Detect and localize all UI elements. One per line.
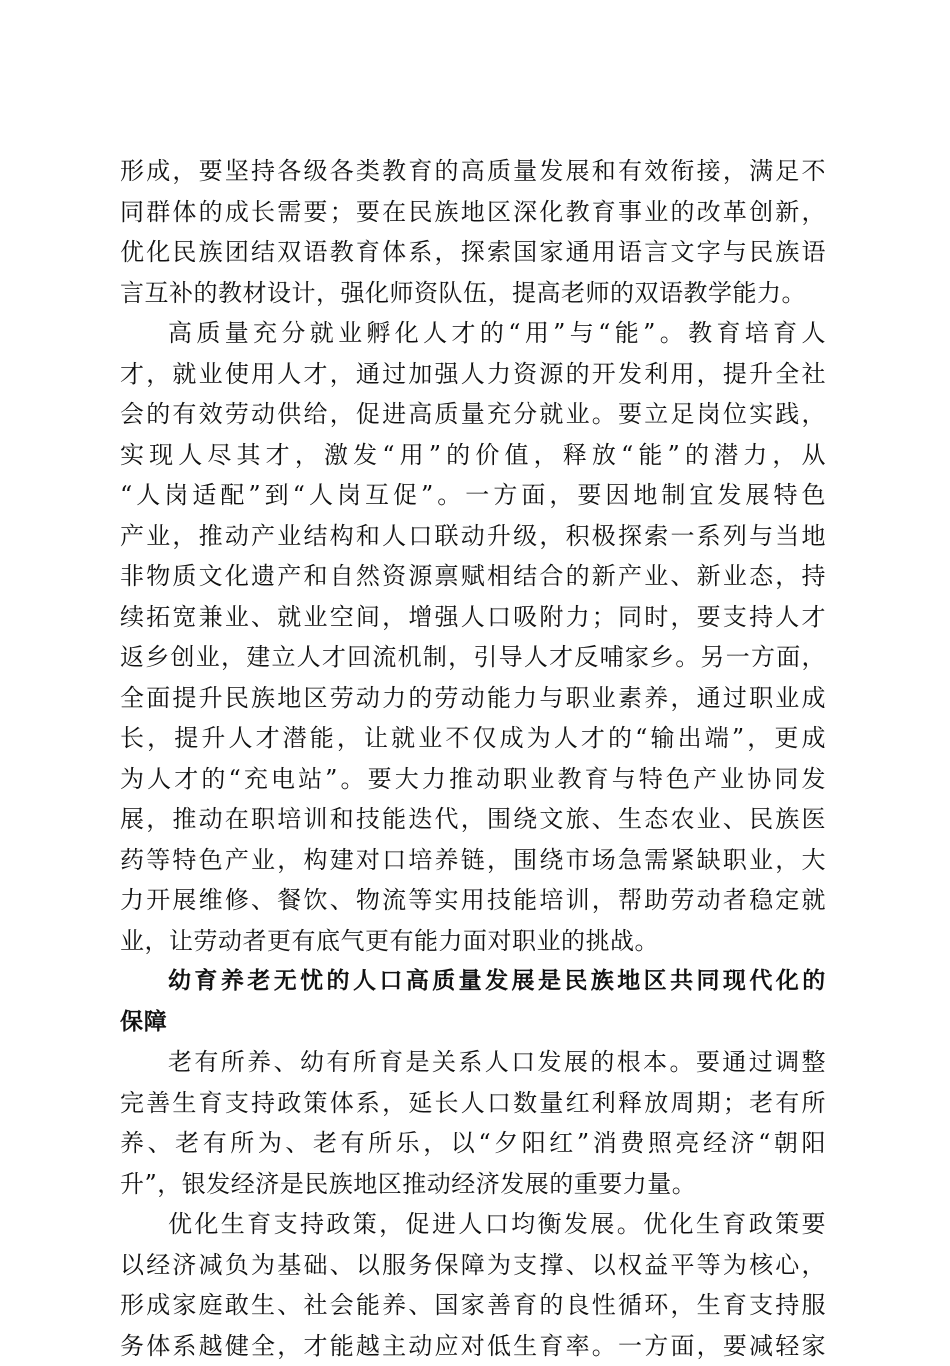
paragraph-line: 实现人尽其才，激发“用”的价值，释放“能”的潜力，从 (120, 435, 826, 476)
paragraph-line: 为人才的“充电站”。要大力推动职业教育与特色产业协同发 (120, 759, 826, 800)
paragraph-line: 续拓宽兼业、就业空间，增强人口吸附力；同时，要支持人才 (120, 597, 826, 638)
paragraph-line: 形成，要坚持各级各类教育的高质量发展和有效衔接，满足不 (120, 151, 826, 192)
paragraph-line: 务体系越健全，才能越主动应对低生育率。一方面，要减轻家 (120, 1326, 826, 1366)
paragraph-line: “人岗适配”到“人岗互促”。一方面，要因地制宜发展特色 (120, 475, 826, 516)
paragraph-line: 升”，银发经济是民族地区推动经济发展的重要力量。 (120, 1164, 826, 1205)
paragraph-line: 言互补的教材设计，强化师资队伍，提高老师的双语教学能力。 (120, 273, 826, 314)
paragraph-line: 展，推动在职培训和技能迭代，围绕文旅、生态农业、民族医 (120, 799, 826, 840)
document-page (120, 151, 826, 1366)
paragraph-line: 全面提升民族地区劳动力的劳动能力与职业素养，通过职业成 (120, 678, 826, 719)
paragraph-line: 药等特色产业，构建对口培养链，围绕市场急需紧缺职业，大 (120, 840, 826, 881)
paragraph-line: 老有所养、幼有所育是关系人口发展的根本。要通过调整 (120, 1042, 826, 1083)
paragraph-line: 非物质文化遗产和自然资源禀赋相结合的新产业、新业态，持 (120, 556, 826, 597)
paragraph-line: 业，让劳动者更有底气更有能力面对职业的挑战。 (120, 921, 826, 962)
paragraph-line: 优化生育支持政策，促进人口均衡发展。优化生育政策要 (120, 1204, 826, 1245)
paragraph-line: 以经济减负为基础、以服务保障为支撑、以权益平等为核心， (120, 1245, 826, 1286)
paragraph-line: 返乡创业，建立人才回流机制，引导人才反哺家乡。另一方面， (120, 637, 826, 678)
paragraph-line: 长，提升人才潜能，让就业不仅成为人才的“输出端”，更成 (120, 718, 826, 759)
section-heading: 保障 (120, 1002, 826, 1043)
paragraph-line: 完善生育支持政策体系，延长人口数量红利释放周期；老有所 (120, 1083, 826, 1124)
paragraph-line: 优化民族团结双语教育体系，探索国家通用语言文字与民族语 (120, 232, 826, 273)
paragraph-line: 力开展维修、餐饮、物流等实用技能培训，帮助劳动者稳定就 (120, 880, 826, 921)
paragraph-line: 形成家庭敢生、社会能养、国家善育的良性循环，生育支持服 (120, 1285, 826, 1326)
paragraph-line: 才，就业使用人才，通过加强人力资源的开发利用，提升全社 (120, 354, 826, 395)
paragraph-line: 会的有效劳动供给，促进高质量充分就业。要立足岗位实践， (120, 394, 826, 435)
paragraph-line: 产业，推动产业结构和人口联动升级，积极探索一系列与当地 (120, 516, 826, 557)
paragraph-line: 高质量充分就业孵化人才的“用”与“能”。教育培育人 (120, 313, 826, 354)
section-heading: 幼育养老无忧的人口高质量发展是民族地区共同现代化的 (120, 961, 826, 1002)
paragraph-line: 同群体的成长需要；要在民族地区深化教育事业的改革创新， (120, 192, 826, 233)
paragraph-line: 养、老有所为、老有所乐，以“夕阳红”消费照亮经济“朝阳 (120, 1123, 826, 1164)
